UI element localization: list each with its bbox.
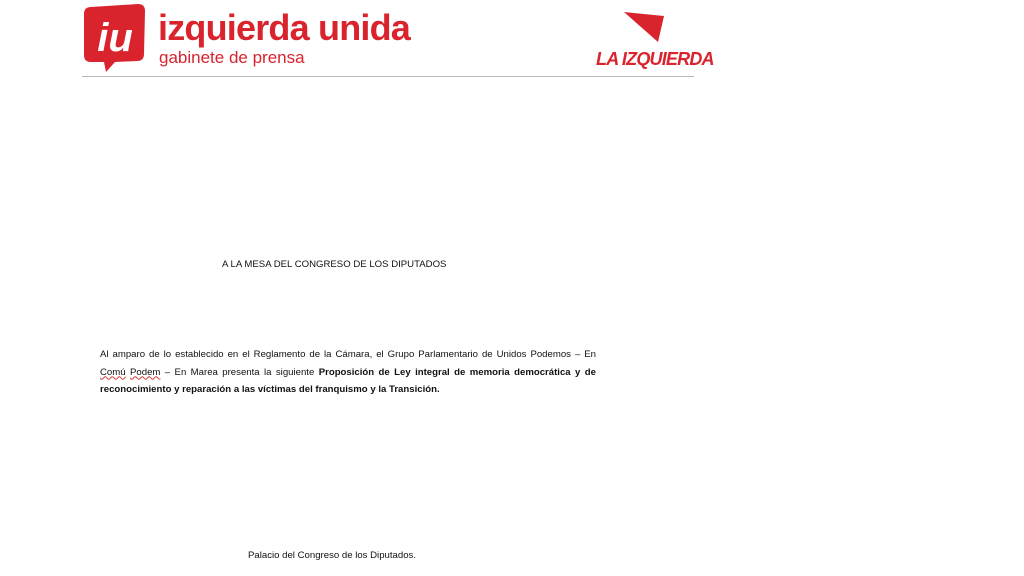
red-pennant-icon <box>622 10 666 44</box>
paragraph-text: – En Marea presenta la siguiente <box>160 366 319 378</box>
paragraph-text: Al amparo de lo establecido en el Reglamento de la Cámara, el Grupo Parlamentario de Unidos Podemos – En <box>100 349 596 360</box>
main-paragraph <box>100 346 596 399</box>
paragraph-end: . <box>436 384 440 395</box>
spellcheck-word: Podem <box>130 366 161 378</box>
la-izquierda-logo-text: LA IZQUIERDA <box>596 49 714 69</box>
place-line: Palacio del Congreso de los Diputados. <box>248 550 416 561</box>
addressee-heading: A LA MESA DEL CONGRESO DE LOS DIPUTADOS <box>222 259 447 270</box>
spellcheck-word: Comú <box>100 366 126 378</box>
bill-title: Proposición de Ley integral de memoria democrática y de reconocimiento y reparación a las víctimas del franquismo y la Transición <box>100 366 596 395</box>
letterhead <box>82 4 714 77</box>
iu-logo-icon <box>82 4 146 72</box>
brand-name: izquierda unida <box>158 7 411 48</box>
brand-subtitle: gabinete de prensa <box>159 48 305 67</box>
iu-logo-letters: iu <box>97 16 133 60</box>
